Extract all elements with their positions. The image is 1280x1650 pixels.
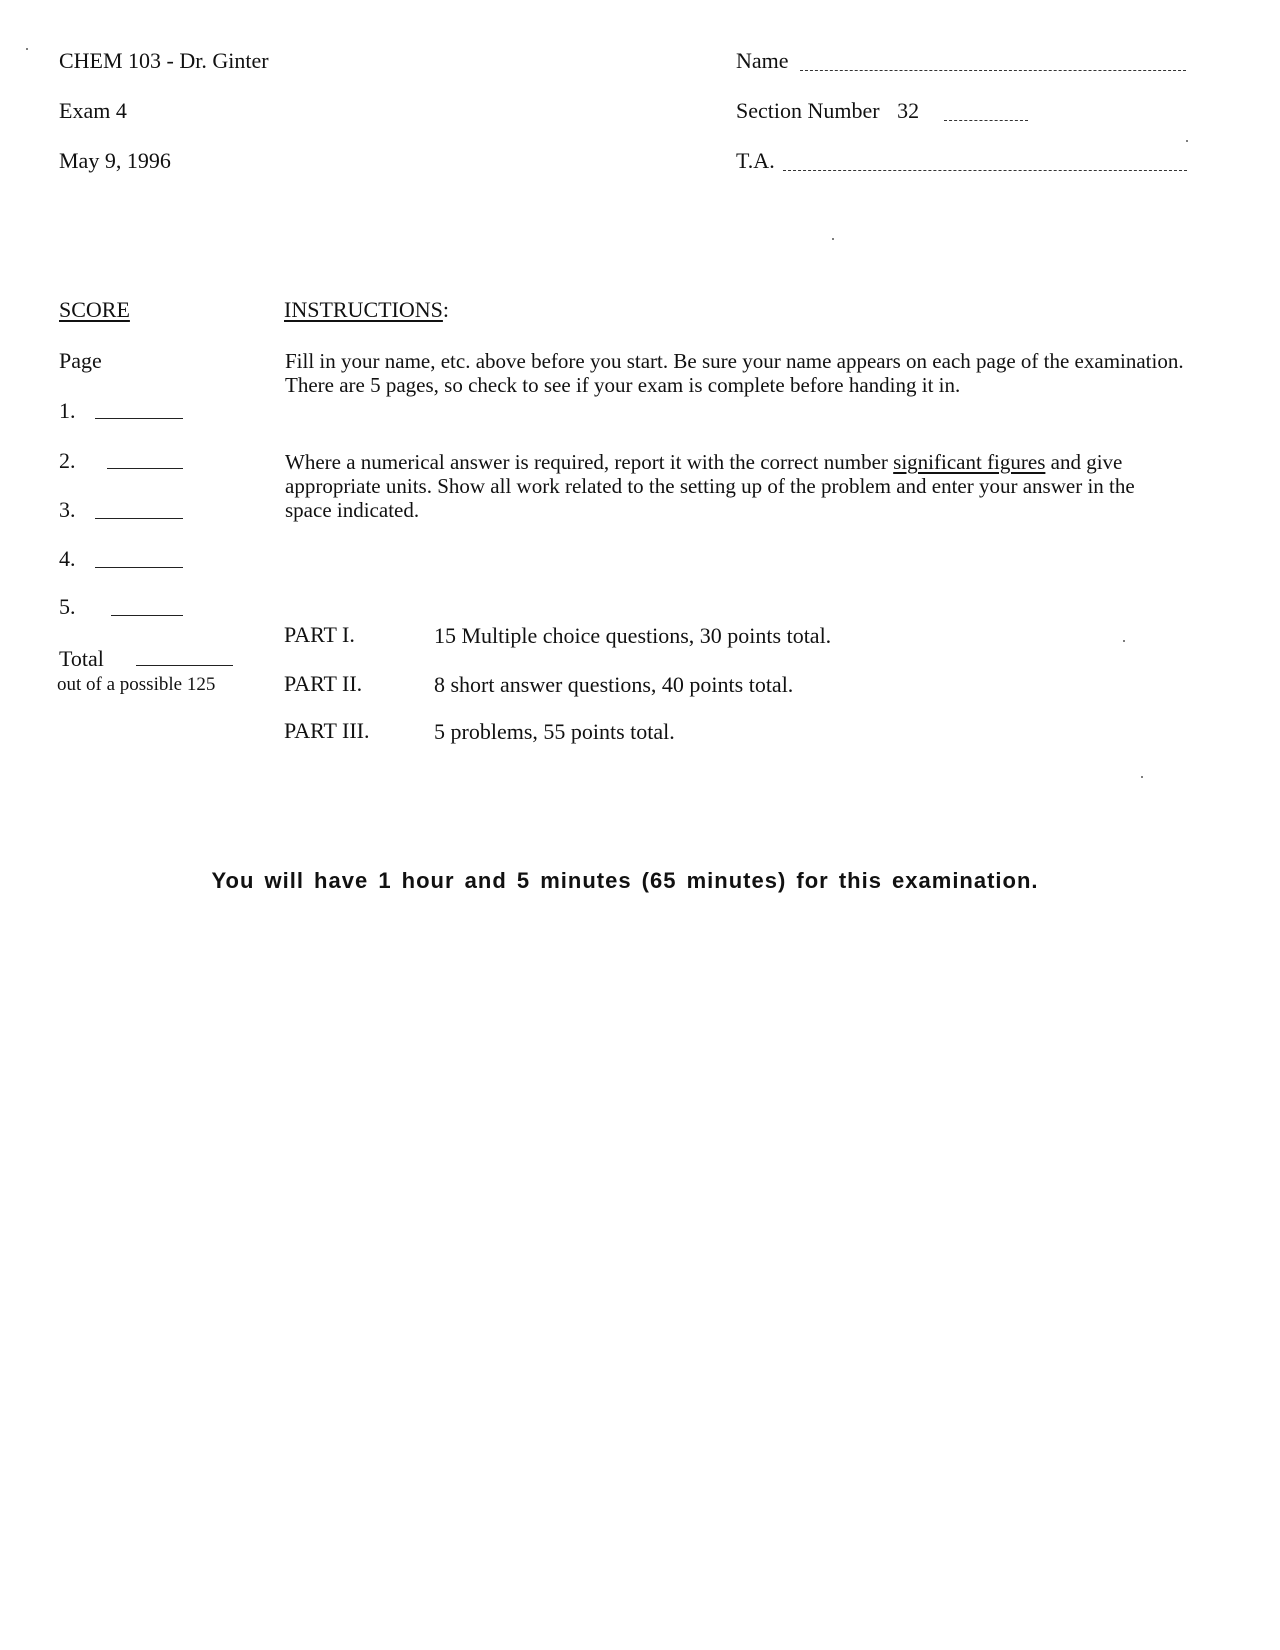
para2-text-after: and give appropriate units. Show all work related to the setting up of the problem and enter your answer in the space indicated. <box>285 450 1135 522</box>
instructions-paragraph-2 <box>285 450 1185 522</box>
name-label: Name <box>736 48 789 73</box>
total-score-field[interactable] <box>136 665 233 666</box>
section-label <box>736 98 919 124</box>
section-number-label: Section Number <box>736 98 880 123</box>
scan-speck <box>832 238 834 240</box>
instructions-heading <box>284 297 449 323</box>
score-page-1-label: 1. <box>59 398 76 423</box>
course-title: CHEM 103 - Dr. Ginter <box>59 48 269 73</box>
time-limit-note: You will have 1 hour and 5 minutes (65 minutes) for this examination. <box>211 868 1039 893</box>
score-page-2-field[interactable] <box>107 468 183 469</box>
score-page-5-label: 5. <box>59 594 76 619</box>
exam-date: May 9, 1996 <box>59 148 171 173</box>
score-page-5-field[interactable] <box>111 615 183 616</box>
score-heading: SCORE <box>59 297 130 322</box>
scan-speck <box>1141 776 1143 778</box>
instructions-heading-text: INSTRUCTIONS <box>284 297 443 322</box>
section-field[interactable] <box>944 120 1028 121</box>
ta-label: T.A. <box>736 148 775 173</box>
page-label: Page <box>59 348 102 373</box>
significant-figures-emphasis: significant figures <box>893 450 1046 474</box>
score-page-1-field[interactable] <box>95 418 183 419</box>
section-number-value: 32 <box>897 98 920 123</box>
part-3-description: 5 problems, 55 points total. <box>434 719 675 744</box>
total-note: out of a possible 125 <box>57 674 216 695</box>
part-2-label: PART II. <box>284 671 363 696</box>
part-3-label: PART III. <box>284 718 370 743</box>
ta-field[interactable] <box>783 170 1187 171</box>
total-label: Total <box>59 646 104 671</box>
scan-speck <box>1186 140 1188 142</box>
part-1-label: PART I. <box>284 622 355 647</box>
score-page-2-label: 2. <box>59 448 76 473</box>
score-page-4-field[interactable] <box>95 567 183 568</box>
score-page-3-label: 3. <box>59 497 76 522</box>
score-page-3-field[interactable] <box>95 518 183 519</box>
score-page-4-label: 4. <box>59 546 76 571</box>
instructions-heading-colon: : <box>442 297 450 322</box>
instructions-paragraph-1: Fill in your name, etc. above before you start. Be sure your name appears on each page of the examination. There are 5 pages, so check to see if your exam is complete before handing it in. <box>285 349 1184 397</box>
para2-text-before: Where a numerical answer is required, report it with the correct number <box>285 450 894 474</box>
scan-speck <box>26 48 28 50</box>
part-2-description: 8 short answer questions, 40 points total. <box>434 672 794 697</box>
exam-number: Exam 4 <box>59 98 127 123</box>
part-1-description: 15 Multiple choice questions, 30 points total. <box>434 623 832 648</box>
scan-speck <box>1123 640 1125 642</box>
name-field[interactable] <box>800 70 1186 71</box>
